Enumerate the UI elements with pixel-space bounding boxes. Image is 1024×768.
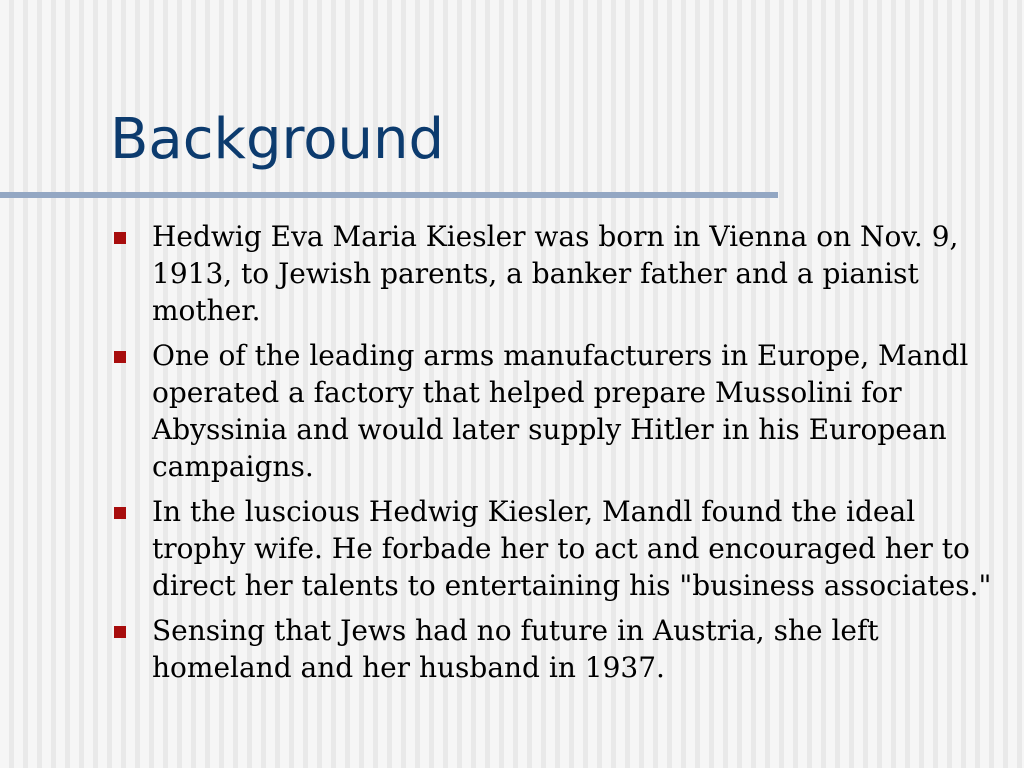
slide-title: Background — [110, 107, 445, 172]
square-bullet-icon — [114, 626, 126, 638]
bullet-text: One of the leading arms manufacturers in Europe, Mandl operated a factory that helped prepare Mussolini for Abyssinia and would later supply Hitler in his European campaigns. — [152, 339, 969, 483]
bullet-item — [114, 218, 1004, 329]
bullet-text: Sensing that Jews had no future in Austria, she left homeland and her husband in 1937. — [152, 614, 879, 684]
bullet-list — [114, 218, 1004, 694]
bullet-item — [114, 337, 1004, 485]
bullet-item — [114, 493, 1004, 604]
square-bullet-icon — [114, 351, 126, 363]
title-divider — [0, 192, 778, 198]
square-bullet-icon — [114, 507, 126, 519]
bullet-item — [114, 612, 1004, 686]
square-bullet-icon — [114, 232, 126, 244]
bullet-text: Hedwig Eva Maria Kiesler was born in Vienna on Nov. 9, 1913, to Jewish parents, a banker father and a pianist mother. — [152, 220, 959, 327]
bullet-text: In the luscious Hedwig Kiesler, Mandl found the ideal trophy wife. He forbade her to act and encouraged her to direct her talents to entertaining his "business associates." — [152, 495, 992, 602]
